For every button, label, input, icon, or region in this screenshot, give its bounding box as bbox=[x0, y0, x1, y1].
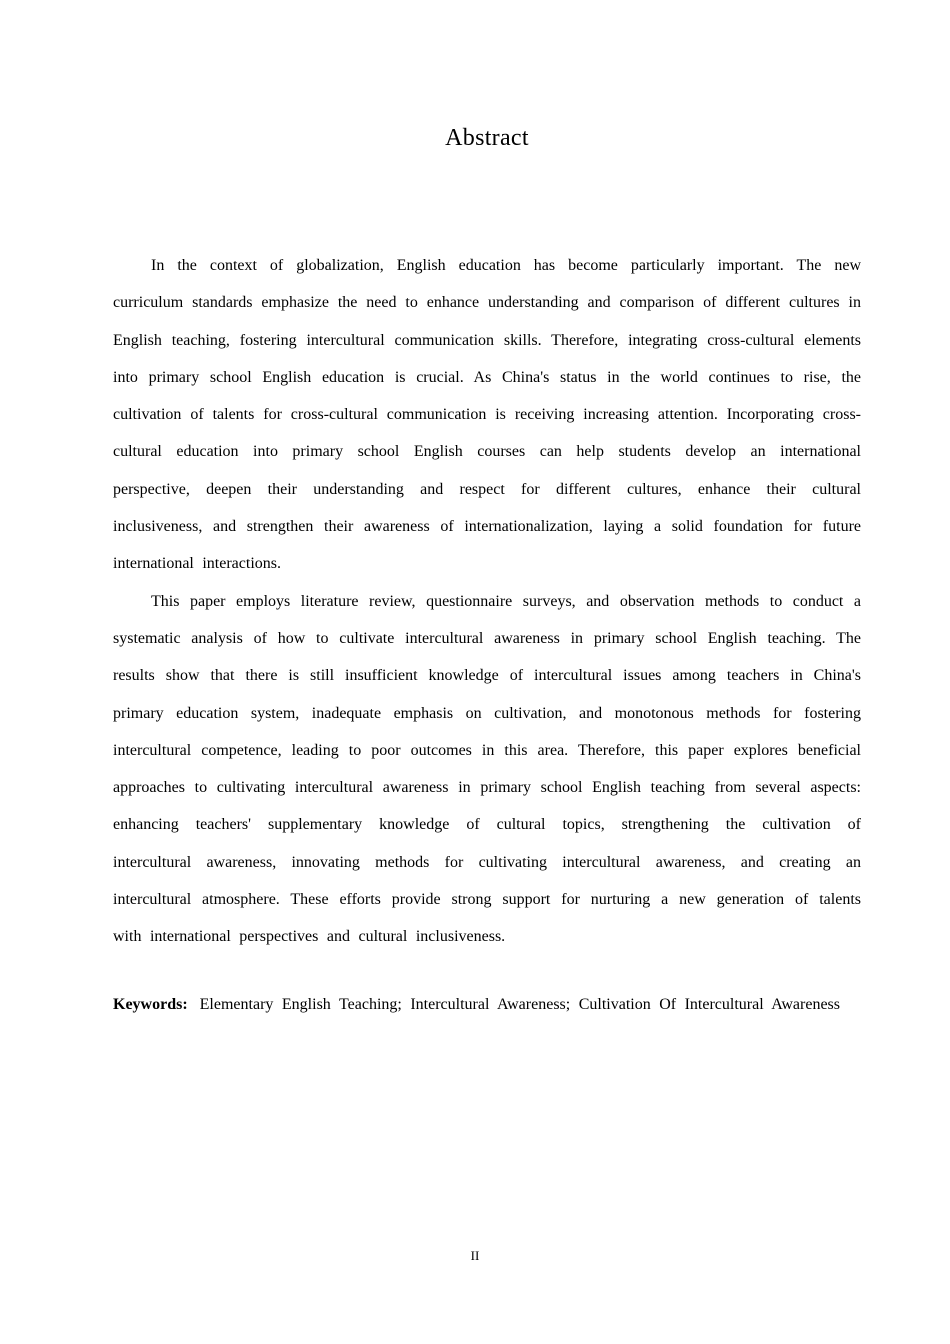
keywords-text: Elementary English Teaching; Intercultural Awareness; Cultivation Of Intercultural Awareness bbox=[199, 995, 841, 1013]
page-number: II bbox=[470, 1248, 480, 1263]
page-title: Abstract bbox=[445, 125, 529, 151]
keywords-line bbox=[113, 986, 861, 1023]
abstract-paragraph: This paper employs literature review, questionnaire surveys, and observation methods to conduct a systematic analysis of how to cultivate intercultural awareness in primary school English teaching. The results show that there is still insufficient knowledge of intercultural issues among teachers in China's primary education system, inadequate emphasis on cultivation, and monotonous methods for fostering intercultural competence, leading to poor outcomes in this area. Therefore, this paper explores beneficial approaches to cultivating intercultural awareness in primary school English teaching from several aspects: enhancing teachers' supplementary knowledge of cultural topics, strengthening the cultivation of intercultural awareness, innovating methods for cultivating intercultural awareness, and creating an intercultural atmosphere. These efforts provide strong support for nurturing a new generation of talents with international perspectives and cultural inclusiveness. bbox=[113, 592, 861, 946]
abstract-paragraph: In the context of globalization, English education has become particularly important. The new curriculum standards emphasize the need to enhance understanding and comparison of different cultures in English teaching, fostering intercultural communication skills. Therefore, integrating cross-cultural elements into primary school English education is crucial. As China's status in the world continues to rise, the cultivation of talents for cross-cultural communication is receiving increasing attention. Incorporating cross-cultural education into primary school English courses can help students develop an international perspective, deepen their understanding and respect for different cultures, enhance their cultural inclusiveness, and strengthen their awareness of internationalization, laying a solid foundation for future international interactions. bbox=[113, 257, 861, 573]
abstract-body bbox=[113, 247, 861, 1023]
keywords-label: Keywords: bbox=[113, 995, 188, 1013]
